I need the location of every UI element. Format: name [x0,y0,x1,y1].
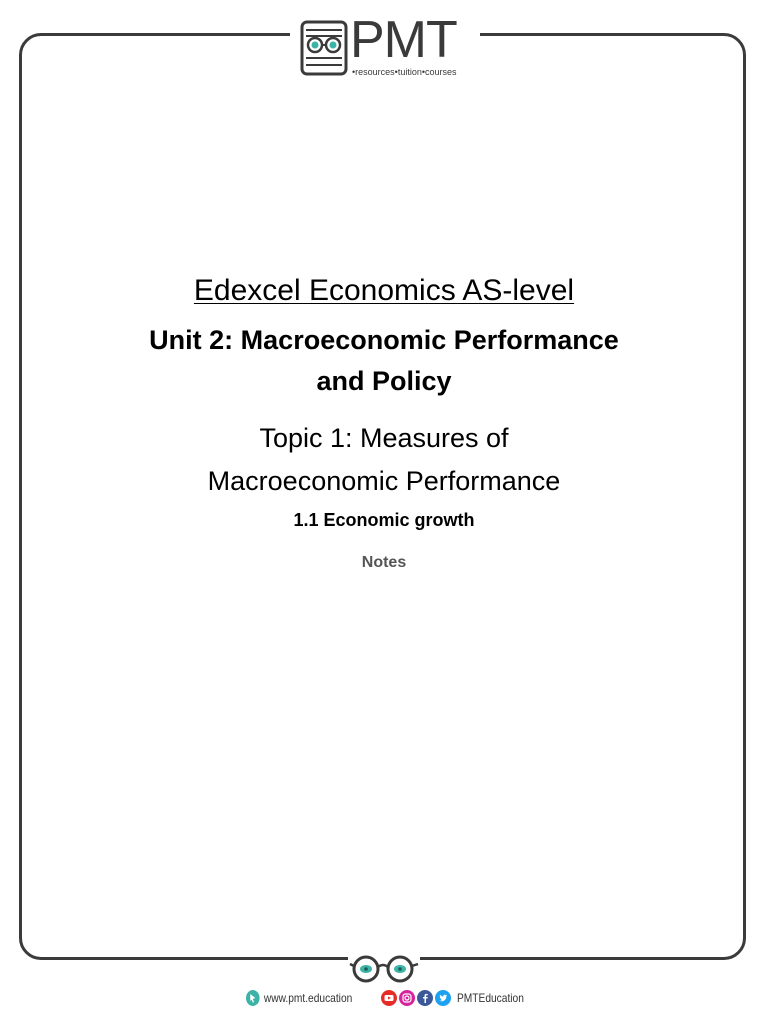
notes-label: Notes [361,554,407,571]
unit-title [0,320,768,402]
footer [0,988,768,1010]
glasses-icon [348,952,420,986]
social-handle[interactable]: PMTEducation [457,991,524,1005]
unit-title-line-1: Unit 2: Macroeconomic Performance [149,325,619,355]
website-link[interactable]: www.pmt.education [263,991,353,1005]
course-title: Edexcel Economics AS-level [193,274,575,307]
cursor-icon [246,990,260,1006]
instagram-icon[interactable] [399,990,415,1006]
footer-social [381,988,536,1008]
logo-wordmark: PMT [350,11,457,69]
unit-title-line-2: and Policy [316,366,452,396]
youtube-icon[interactable] [381,990,397,1006]
footer-website[interactable] [246,988,352,1008]
topic-title [0,417,768,503]
facebook-icon[interactable] [417,990,433,1006]
topic-title-line-1: Topic 1: Measures of [259,423,509,453]
twitter-icon[interactable] [435,990,451,1006]
topic-title-line-2: Macroeconomic Performance [207,466,561,496]
subtopic-title: 1.1 Economic growth [293,510,475,530]
logo-tagline: •resources•tuition•courses [352,67,457,77]
